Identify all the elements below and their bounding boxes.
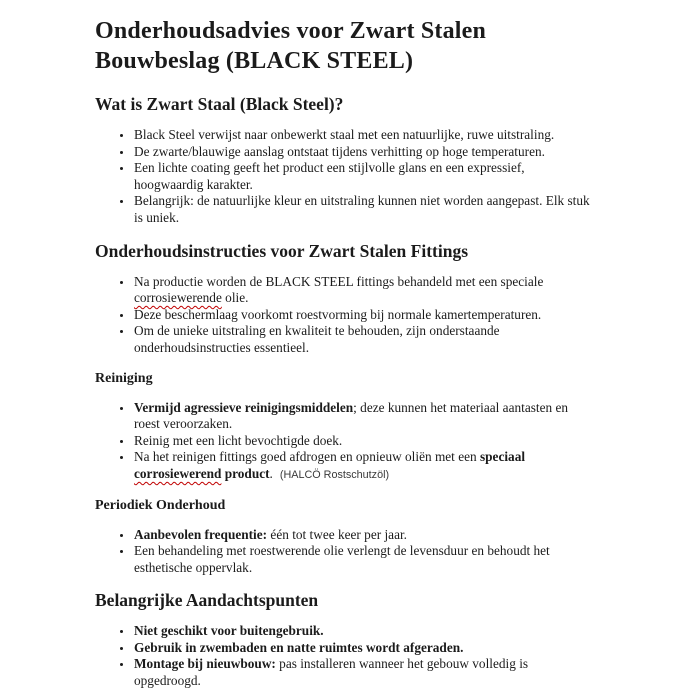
text-segment: Black Steel verwijst naar onbewerkt staal met een natuurlijke, ruwe uitstraling. xyxy=(134,127,555,142)
bullet-item xyxy=(133,323,590,356)
text-segment: Om de unieke uitstraling en kwaliteit te behouden, zijn onderstaande onderhoudsinstructies essentieel. xyxy=(134,323,500,355)
text-segment: Gebruik in zwembaden en natte ruimtes wordt afgeraden. xyxy=(134,639,464,655)
spellcheck-word: corrosiewerende xyxy=(134,290,222,306)
text-segment: Een behandeling met roestwerende olie verlengt de levensduur en behoudt het esthetische oppervlak. xyxy=(134,543,550,575)
text-segment: De zwarte/blauwige aanslag ontstaat tijdens verhitting op hoge temperaturen. xyxy=(134,143,545,159)
section-heading: Reiniging xyxy=(95,370,153,386)
bullet-item xyxy=(133,543,590,576)
bullet-list xyxy=(95,274,590,357)
text-segment: Deze beschermlaag voorkomt roestvorming bij normale kamertemperaturen. xyxy=(134,306,542,322)
bullet-list xyxy=(95,623,590,689)
text-segment: pas installeren wanneer het gebouw volledig is opgedroogd. xyxy=(134,656,529,689)
bullet-item xyxy=(133,193,590,226)
text-segment: olie. xyxy=(221,290,249,306)
text-segment: Een lichte coating geeft het product een stijlvolle glans en een expressief, hoogwaardig karakter. xyxy=(134,160,525,192)
bullet-item xyxy=(133,144,590,161)
text-segment: Niet geschikt voor buitengebruik. xyxy=(134,623,324,639)
document-sections xyxy=(95,93,590,690)
spellcheck-word: corrosiewerend xyxy=(134,465,222,481)
bullet-item xyxy=(133,127,590,144)
bullet-item xyxy=(133,449,590,483)
bullet-list xyxy=(95,127,590,227)
text-segment: ; deze kunnen het materiaal aantasten en roest veroorzaken. xyxy=(134,399,569,432)
text-segment: Montage bij nieuwbouw: xyxy=(134,656,276,672)
text-segment: één tot twee keer per jaar. xyxy=(267,526,408,542)
text-segment: product xyxy=(221,465,270,481)
document-title-line2: Bouwbeslag (BLACK STEEL) xyxy=(95,48,414,74)
section-heading: Belangrijke Aandachtspunten xyxy=(95,590,319,611)
bullet-item xyxy=(133,527,590,544)
bullet-list xyxy=(95,400,590,484)
bullet-item xyxy=(133,400,590,433)
text-segment: . xyxy=(269,465,273,481)
bullet-item xyxy=(133,640,590,657)
text-segment: Vermijd agressieve reinigingsmiddelen xyxy=(134,399,354,415)
text-segment: Aanbevolen frequentie: xyxy=(134,526,268,542)
bullet-item xyxy=(133,274,590,307)
bullet-item xyxy=(133,656,590,689)
text-segment: Na productie worden de BLACK STEEL fittings behandeld met een speciale xyxy=(134,273,544,289)
text-segment: Na het reinigen fittings goed afdrogen en opnieuw oliën met een xyxy=(134,449,480,465)
text-segment: speciaal xyxy=(479,449,526,465)
document-title xyxy=(95,16,590,76)
text-segment: Belangrijk: de natuurlijke kleur en uitstraling kunnen niet worden aangepast. Elk stuk is uniek. xyxy=(134,193,590,225)
bullet-item xyxy=(133,433,590,450)
section-heading: Wat is Zwart Staal (Black Steel)? xyxy=(95,94,344,114)
bullet-item xyxy=(133,160,590,193)
bullet-item xyxy=(133,623,590,640)
bullet-item xyxy=(133,307,590,324)
text-segment: Reinig met een licht bevochtigde doek. xyxy=(134,432,343,448)
section-heading: Onderhoudsinstructies voor Zwart Stalen Fittings xyxy=(95,240,469,261)
section-heading: Periodiek Onderhoud xyxy=(95,497,226,513)
document-title-line1: Onderhoudsadvies voor Zwart Stalen xyxy=(95,18,487,44)
product-note: (HALCÖ Rostschutzöl) xyxy=(279,468,390,481)
bullet-list xyxy=(95,527,590,577)
